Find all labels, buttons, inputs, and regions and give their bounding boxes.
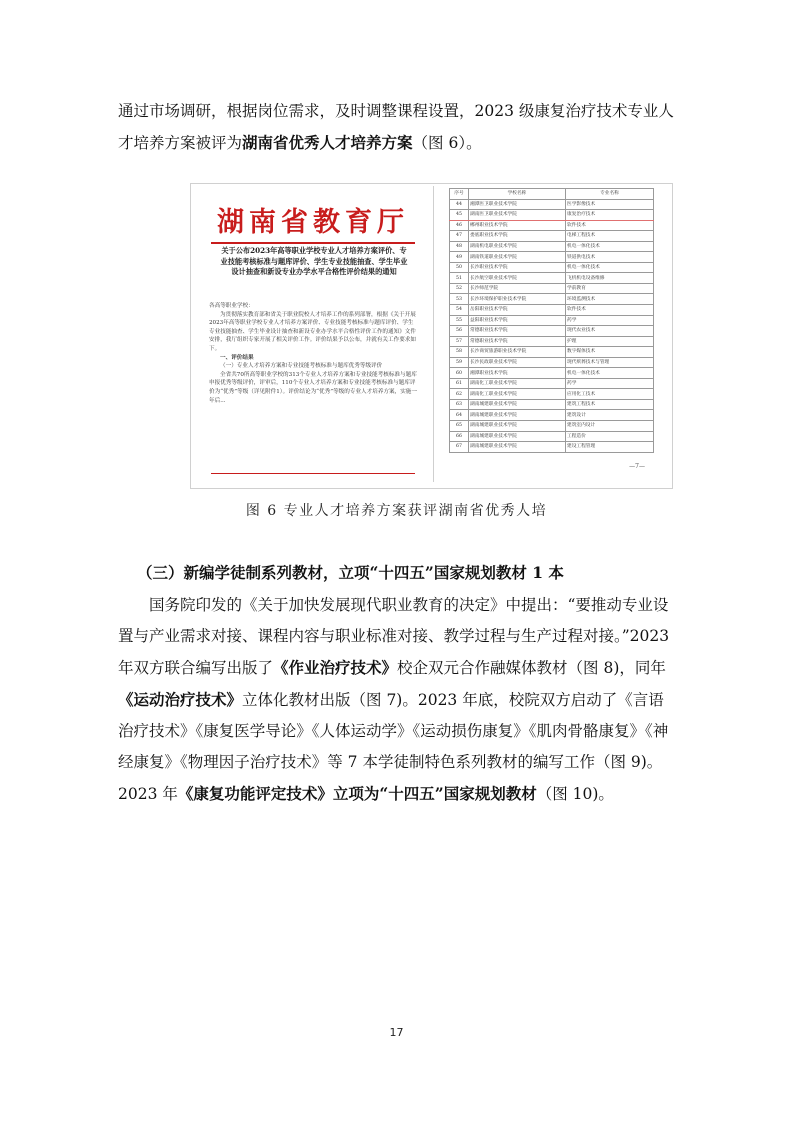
table-cell: 铁道供电技术 bbox=[566, 252, 654, 263]
results-table bbox=[449, 188, 654, 453]
table-cell: 长沙航空职业技术学院 bbox=[469, 273, 566, 284]
table-cell: 医学影像技术 bbox=[566, 199, 654, 210]
header-cell: 学校名称 bbox=[469, 189, 566, 200]
section-heading: （三）新编学徒制系列教材，立项“十四五”国家规划教材 1 本 bbox=[137, 563, 564, 582]
notice-para-2: 全省共70所高等职业学校的313个专业人才培养方案和专业技能考核标准与题库申报优秀等级评价，评审后，110个专业人才培养方案和专业技能考核标准与题库评价为“优秀”等级（详见附件1）。评价结论为“优秀”等级的专业人才培养方案，实施一年后... bbox=[209, 371, 417, 404]
notice-salutation: 各高等职业学校： bbox=[209, 303, 254, 309]
table-row bbox=[450, 241, 654, 252]
table-cell: 湖南铁道职业技术学院 bbox=[469, 252, 566, 263]
table-cell: 药学 bbox=[566, 378, 654, 389]
table-cell: 建设工程管理 bbox=[566, 442, 654, 453]
table-cell: 67 bbox=[450, 442, 469, 453]
table-cell: 药学 bbox=[566, 315, 654, 326]
table-cell: 郴州职业技术学院 bbox=[469, 220, 566, 231]
table-cell: 46 bbox=[450, 220, 469, 231]
table-cell: 45 bbox=[450, 210, 469, 221]
book-title-3: 《康复功能评定技术》立项为“十四五”国家规划教材 bbox=[177, 784, 537, 803]
table-cell: 常德职业技术学院 bbox=[469, 326, 566, 337]
table-cell: 康复治疗技术 bbox=[566, 210, 654, 221]
table-row bbox=[450, 357, 654, 368]
section-text-1: 国务院印发的《关于加快发展现代职业教育的决定》中提出：“要推动专业设置与产业需求对接、课程内容与职业标准对接、教学过程与生产过程对接。”2023 年双方联合编写出版了 bbox=[118, 596, 670, 677]
table-cell: 娄底职业技术学院 bbox=[469, 231, 566, 242]
table-cell: 56 bbox=[450, 326, 469, 337]
notice-subsection: （一）专业人才培养方案和专业技能考核标准与题库优秀等级评价 bbox=[220, 363, 383, 370]
table-header-row bbox=[450, 189, 654, 200]
intro-paragraph bbox=[118, 96, 678, 159]
notice-body bbox=[209, 302, 419, 405]
table-cell: 49 bbox=[450, 252, 469, 263]
table-cell: 48 bbox=[450, 241, 469, 252]
figure-6 bbox=[190, 183, 673, 489]
intro-text-b: （图 6）。 bbox=[412, 134, 482, 152]
table-cell: 63 bbox=[450, 399, 469, 410]
red-rule-divider bbox=[211, 242, 415, 244]
table-cell: 常德职业技术学院 bbox=[469, 336, 566, 347]
table-row bbox=[450, 252, 654, 263]
table-cell: 机电一体化技术 bbox=[566, 262, 654, 273]
table-row bbox=[450, 431, 654, 442]
table-cell: 软件技术 bbox=[566, 305, 654, 316]
table-cell: 59 bbox=[450, 357, 469, 368]
table-row bbox=[450, 315, 654, 326]
table-cell: 湖南城建职业技术学院 bbox=[469, 421, 566, 432]
table-cell: 53 bbox=[450, 294, 469, 305]
figure-caption: 图 6 专业人才培养方案获评湖南省优秀人培 bbox=[245, 503, 548, 519]
page-number: 17 bbox=[389, 1026, 404, 1039]
table-row bbox=[450, 262, 654, 273]
table-cell: 应用化工技术 bbox=[566, 389, 654, 400]
table-row bbox=[450, 378, 654, 389]
table-cell: 64 bbox=[450, 410, 469, 421]
results-table-image bbox=[449, 188, 667, 478]
table-row bbox=[450, 273, 654, 284]
table-row bbox=[450, 210, 654, 221]
section-text-4: （图 10)。 bbox=[536, 785, 614, 803]
table-cell: 环境监测技术 bbox=[566, 294, 654, 305]
table-cell: 益阳职业技术学院 bbox=[469, 315, 566, 326]
table-cell: 60 bbox=[450, 368, 469, 379]
table-cell: 65 bbox=[450, 421, 469, 432]
table-cell: 湖南城建职业技术学院 bbox=[469, 410, 566, 421]
table-cell: 长沙商贸旅游职业技术学院 bbox=[469, 347, 566, 358]
table-cell: 建筑设计 bbox=[566, 410, 654, 421]
notice-section: 一、评价结果 bbox=[220, 354, 254, 361]
table-row bbox=[450, 410, 654, 421]
table-page-mark: —7— bbox=[629, 463, 645, 470]
table-row bbox=[450, 283, 654, 294]
notice-title: 关于公布2023年高等职业学校专业人才培养方案评价、专业技能考核标准与题库评价、学生专业技能抽查、学生毕业设计抽查和新设专业办学水平合格性评价结果的通知 bbox=[220, 246, 408, 276]
table-cell: 长沙民政职业技术学院 bbox=[469, 357, 566, 368]
table-cell: 工程造价 bbox=[566, 431, 654, 442]
table-cell: 湘潭职业技术学院 bbox=[469, 368, 566, 379]
issuer-title: 湖南省教育厅 bbox=[217, 207, 409, 238]
table-cell: 66 bbox=[450, 431, 469, 442]
table-row bbox=[450, 305, 654, 316]
table-cell: 机电一体化技术 bbox=[566, 241, 654, 252]
table-row bbox=[450, 336, 654, 347]
table-cell: 岳阳职业技术学院 bbox=[469, 305, 566, 316]
table-row bbox=[450, 399, 654, 410]
table-row bbox=[450, 220, 654, 231]
book-title-1: 《作业治疗技术》 bbox=[273, 658, 398, 677]
table-cell: 51 bbox=[450, 273, 469, 284]
intro-bold-award: 湖南省优秀人才培养方案 bbox=[242, 133, 413, 152]
table-cell: 湖南城建职业技术学院 bbox=[469, 431, 566, 442]
section-text-2: 校企双元合作融媒体教材（图 8)，同年 bbox=[397, 659, 666, 677]
table-cell: 61 bbox=[450, 378, 469, 389]
table-row bbox=[450, 199, 654, 210]
table-cell: 54 bbox=[450, 305, 469, 316]
table-cell: 44 bbox=[450, 199, 469, 210]
table-cell: 数字媒体技术 bbox=[566, 347, 654, 358]
table-cell: 52 bbox=[450, 283, 469, 294]
intro-text-a: 通过市场调研，根据岗位需求，及时调整课程设置，2023 级康复治疗技术专业人才培养方案被评为 bbox=[118, 102, 674, 152]
table-cell: 50 bbox=[450, 262, 469, 273]
table-cell: 建筑室内设计 bbox=[566, 421, 654, 432]
notice-document-image bbox=[193, 186, 434, 482]
header-cell: 专业名称 bbox=[566, 189, 654, 200]
table-cell: 长沙职业技术学院 bbox=[469, 262, 566, 273]
table-cell: 建筑工程技术 bbox=[566, 399, 654, 410]
table-cell: 软件技术 bbox=[566, 220, 654, 231]
table-cell: 湖南化工职业技术学院 bbox=[469, 389, 566, 400]
table-cell: 湖南医卫职业技术学院 bbox=[469, 210, 566, 221]
notice-para-1: 为贯彻落实教育部和省关于职业院校人才培养工作的系列部署，根据《关于开展2023年高等职业学校专业人才培养方案评价、专业技能考核标准与题库评价、学生专业技能抽查、学生毕业设计抽查和新设专业办学水平合格性评价工作的通知》文件安排，我厅组织专家开展了相关评价工作。评价结果予以公布，并就有关工作要求如下。 bbox=[209, 311, 416, 352]
table-cell: 湖南城建职业技术学院 bbox=[469, 399, 566, 410]
table-cell: 电梯工程技术 bbox=[566, 231, 654, 242]
table-row bbox=[450, 368, 654, 379]
table-row bbox=[450, 347, 654, 358]
table-cell: 57 bbox=[450, 336, 469, 347]
table-row bbox=[450, 326, 654, 337]
table-cell: 学前教育 bbox=[566, 283, 654, 294]
book-title-2: 《运动治疗技术》 bbox=[118, 690, 243, 709]
table-cell: 47 bbox=[450, 231, 469, 242]
table-row bbox=[450, 389, 654, 400]
table-cell: 湖南机电职业技术学院 bbox=[469, 241, 566, 252]
table-row bbox=[450, 294, 654, 305]
table-cell: 长沙环境保护职业技术学院 bbox=[469, 294, 566, 305]
table-cell: 飞机机电设备维修 bbox=[566, 273, 654, 284]
table-cell: 55 bbox=[450, 315, 469, 326]
table-row bbox=[450, 442, 654, 453]
table-cell: 62 bbox=[450, 389, 469, 400]
table-cell: 护理 bbox=[566, 336, 654, 347]
red-rule-bottom bbox=[211, 473, 415, 474]
table-cell: 现代农业技术 bbox=[566, 326, 654, 337]
table-cell: 湖南城建职业技术学院 bbox=[469, 442, 566, 453]
table-row bbox=[450, 231, 654, 242]
table-cell: 58 bbox=[450, 347, 469, 358]
section-paragraph bbox=[118, 590, 678, 810]
header-cell: 序号 bbox=[450, 189, 469, 200]
section-text-3: 立体化教材出版（图 7)。2023 年底，校院双方启动了《言语治疗技术》《康复医学导论》《人体运动学》《运动损伤康复》《肌肉骨骼康复》《神经康复》《物理因子治疗技术》等 7 本学徒制特色系列教材的编写工作（图 9)。2023 年 bbox=[118, 691, 669, 803]
table-row bbox=[450, 421, 654, 432]
table-cell: 湘潭医卫职业技术学院 bbox=[469, 199, 566, 210]
table-cell: 湖南化工职业技术学院 bbox=[469, 378, 566, 389]
table-cell: 长沙师范学院 bbox=[469, 283, 566, 294]
table-cell: 现代殡葬技术与管理 bbox=[566, 357, 654, 368]
table-cell: 机电一体化技术 bbox=[566, 368, 654, 379]
